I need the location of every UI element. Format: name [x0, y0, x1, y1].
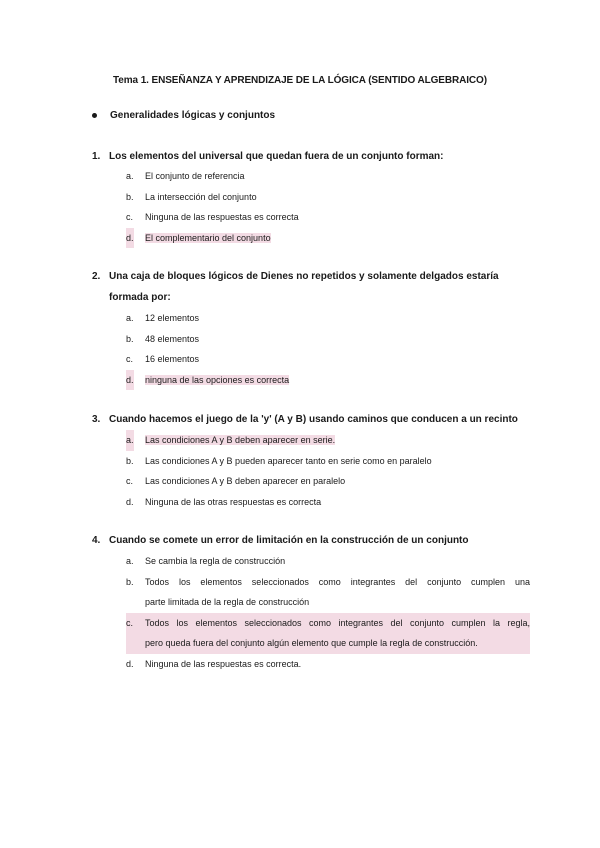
question-text: Los elementos del universal que quedan fuera de un conjunto forman: — [109, 151, 444, 162]
question-1 — [92, 146, 532, 167]
question-2 — [92, 266, 532, 308]
option-b: b. La intersección del conjunto — [126, 191, 257, 202]
question-number: 2. — [92, 271, 101, 282]
bullet-icon — [92, 113, 97, 118]
option-a-highlighted: a. Las condiciones A y B deben aparecer en serie. — [126, 430, 530, 451]
option-c-highlighted: c. Todos los elementos seleccionados como integrantes del conjunto cumplen la regla, pero queda fuera del conjunto algún elemento que cumple la regla de construcción. — [126, 613, 530, 654]
question-text: Cuando se comete un error de limitación en la construcción de un conjunto — [109, 535, 469, 546]
question-text: Una caja de bloques lógicos de Dienes no repetidos y solamente delgados estaría formada por: — [109, 271, 499, 303]
question-4 — [92, 530, 532, 551]
section-heading-text: Generalidades lógicas y conjuntos — [110, 110, 276, 121]
option-b: b. Las condiciones A y B pueden aparecer tanto en serie como en paralelo — [126, 455, 432, 466]
question-2-options — [126, 308, 530, 390]
option-b: b. 48 elementos — [126, 333, 200, 344]
option-d-highlighted: d. El complementario del conjunto — [126, 228, 530, 249]
question-number: 3. — [92, 414, 101, 425]
question-1-options — [126, 166, 530, 248]
section-heading — [92, 110, 275, 121]
option-c: c. 16 elementos — [126, 354, 200, 364]
option-a: a. 12 elementos — [126, 313, 200, 323]
option-c: c. Las condiciones A y B deben aparecer en paralelo — [126, 476, 346, 486]
option-d: d. Ninguna de las otras respuestas es correcta — [126, 496, 322, 507]
option-a: a. El conjunto de referencia — [126, 171, 245, 181]
question-3 — [92, 409, 532, 430]
question-4-options — [126, 551, 530, 674]
option-c: c. Ninguna de las respuestas es correcta — [126, 212, 299, 222]
question-3-options — [126, 430, 530, 512]
question-number: 1. — [92, 151, 101, 162]
option-d-highlighted: d. ninguna de las opciones es correcta — [126, 370, 530, 391]
document-title: Tema 1. ENSEÑANZA Y APRENDIZAJE DE LA LÓGICA (SENTIDO ALGEBRAICO) — [113, 75, 487, 86]
question-text: Cuando hacemos el juego de la 'y' (A y B) usando caminos que conducen a un recinto — [109, 414, 518, 425]
option-a: a. Se cambia la regla de construcción — [126, 556, 286, 566]
option-d: d. Ninguna de las respuestas es correcta. — [126, 658, 302, 669]
question-number: 4. — [92, 535, 101, 546]
option-b: b. Todos los elementos seleccionados como integrantes del conjunto cumplen una parte limitada de la regla de construcción — [126, 576, 530, 607]
